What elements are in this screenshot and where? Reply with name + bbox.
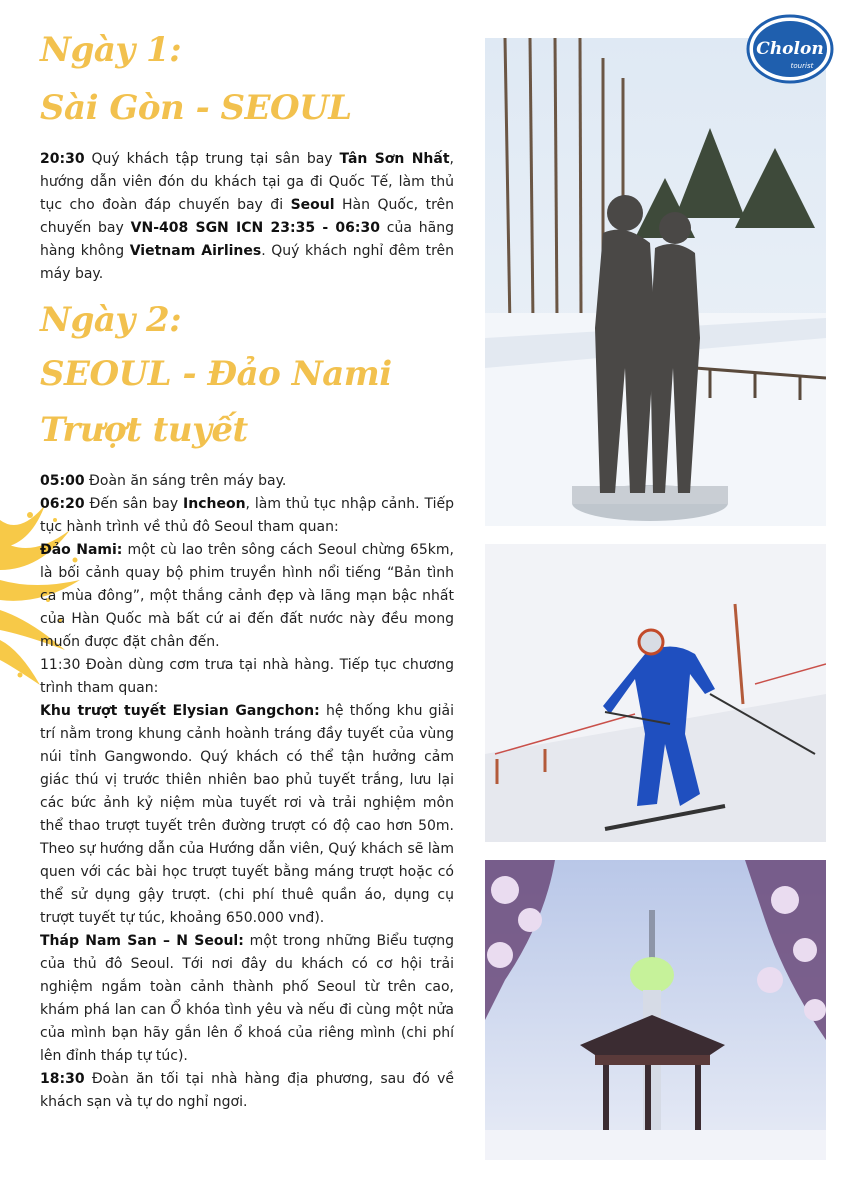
nami-statue-photo — [485, 38, 826, 526]
day1-time: 20:30 — [40, 151, 85, 167]
lunch-text: 11:30 Đoàn dùng cơm trưa tại nhà hàng. Tiếp tục chương trình tham quan: — [40, 657, 454, 696]
day2-time-3: 18:30 — [40, 1071, 85, 1087]
skier-photo — [485, 544, 826, 842]
day2-text-3: Đoàn ăn tối tại nhà hàng địa phương, sau đó về khách sạn và tự do nghỉ ngơi. — [40, 1071, 454, 1110]
day2-airport: Incheon — [183, 496, 246, 512]
day2-itinerary — [40, 470, 454, 1114]
day1-text-c: Hàn Quốc, trên chuyến bay — [40, 197, 454, 236]
day1-text-e: . Quý khách nghỉ đêm trên máy bay. — [40, 243, 455, 282]
day1-text-a: Quý khách tập trung tại sân bay — [84, 151, 340, 167]
day1-title-line2: Sài Gòn - SEOUL — [40, 88, 352, 128]
day1-city: Seoul — [290, 197, 335, 213]
nami-label: Đảo Nami: — [40, 542, 123, 558]
tower-label: Tháp Nam San – N Seoul: — [40, 933, 244, 949]
day1-itinerary — [40, 148, 454, 286]
day2-time-1: 05:00 — [40, 473, 85, 489]
day2-text-1: Đoàn ăn sáng trên máy bay. — [84, 473, 287, 489]
day1-flight: VN-408 SGN ICN 23:35 - 06:30 — [130, 220, 380, 236]
cholon-logo-icon — [746, 14, 834, 84]
ski-text: hệ thống khu giải trí nằm trong khung cảnh hoành tráng đầy tuyết của vùng núi tỉnh Gangwondo. Quý khách có thể tận hưởng cảm giác thú vị trước thiên nhiên bao phủ tuyết trắng, lưu lại các bức ảnh kỷ niệm mùa tuyết rơi và trải nghiệm môn thể thao trượt tuyết trên đường trượt có độ cao hơn 50m. Theo sự hướng dẫn của Hướng dẫn viên, Quý khách sẽ làm quen với các bài học trượt tuyết bằng máng trượt hoặc có thể sử dụng gậy trượt. (chi phí thuê quần áo, dụng cụ trượt tuyết tự túc, khoảng 650.000 vnđ). — [40, 703, 454, 926]
day2-title-line3: Trượt tuyết — [40, 410, 248, 450]
tower-text: một trong những Biểu tượng của thủ đô Seoul. Tới nơi đây du khách có cơ hội trải nghiệm ngắm toàn cảnh thành phố Seoul từ trên cao, khám phá lan can Ổ khóa tình yêu và nếu đi cùng một nửa của mình bạn hãy gắn lên ổ khoá của riêng mình (chi phí lên đỉnh tháp tự túc). — [40, 933, 454, 1064]
day1-title-line1: Ngày 1: — [40, 30, 182, 70]
day2-text-2a: Đến sân bay — [84, 496, 184, 512]
n-seoul-tower-photo — [485, 860, 826, 1160]
day2-title-line1: Ngày 2: — [40, 300, 182, 340]
logo-text: Cholon — [756, 39, 824, 59]
day1-airport: Tân Sơn Nhất — [339, 151, 450, 167]
day1-text-b: , hướng dẫn viên đón du khách tại ga đi Quốc Tế, làm thủ tục cho đoàn đáp chuyến bay đi — [40, 151, 454, 213]
day1-text-d: của hãng hàng không — [40, 220, 454, 259]
day2-title-line2: SEOUL - Đảo Nami — [40, 354, 392, 394]
day2-time-2: 06:20 — [40, 496, 85, 512]
nami-text: một cù lao trên sông cách Seoul chừng 65km, là bối cảnh quay bộ phim truyền hình nổi tiếng “Bản tình ca mùa đông”, một thắng cảnh đẹp và lãng mạn bậc nhất của Hàn Quốc mà bất cứ ai đến đất nước này đều mong muốn được đặt chân đến. — [40, 542, 455, 650]
logo-subtext: tourist — [790, 62, 814, 70]
ski-label: Khu trượt tuyết Elysian Gangchon: — [40, 703, 320, 719]
day2-text-2b: , làm thủ tục nhập cảnh. Tiếp tục hành trình về thủ đô Seoul tham quan: — [40, 496, 454, 535]
day1-airline: Vietnam Airlines — [129, 243, 262, 259]
